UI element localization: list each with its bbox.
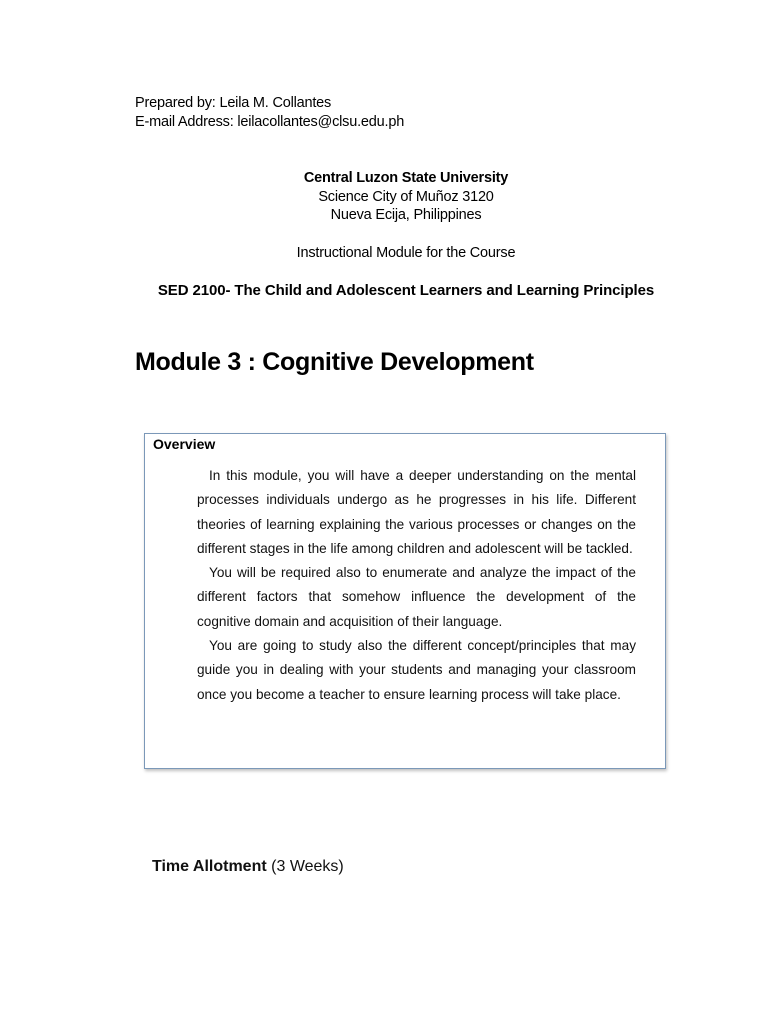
prepared-by: Prepared by: Leila M. Collantes bbox=[135, 95, 332, 111]
course-title: SED 2100- The Child and Adolescent Learners and Learning Principles bbox=[157, 282, 655, 299]
overview-paragraph: You will be required also to enumerate and analyze the impact of the different factors that somehow influence the development of the cognitive domain and acquisition of their language. bbox=[197, 565, 636, 629]
overview-body bbox=[197, 464, 636, 707]
overview-paragraph: In this module, you will have a deeper understanding on the mental processes individuals undergo as he progresses in his life. Different theories of learning explaining the various processes or changes on the different stages in the life among children and adolescent will be tackled. bbox=[197, 468, 636, 556]
overview-paragraph: You are going to study also the different concept/principles that may guide you in dealing with your students and managing your classroom once you become a teacher to ensure learning process will take place. bbox=[197, 638, 636, 702]
time-allotment-label: Time Allotment bbox=[152, 858, 267, 875]
university-name: Central Luzon State University bbox=[303, 170, 509, 186]
email-address: E-mail Address: leilacollantes@clsu.edu.ph bbox=[135, 114, 405, 130]
time-allotment-value: (3 Weeks) bbox=[271, 858, 344, 875]
time-allotment bbox=[152, 858, 344, 876]
overview-heading: Overview bbox=[153, 436, 216, 452]
university-address-line2: Nueva Ecija, Philippines bbox=[330, 207, 482, 223]
author-block bbox=[135, 94, 404, 132]
university-address-line1: Science City of Muñoz 3120 bbox=[318, 189, 494, 205]
module-title: Module 3 : Cognitive Development bbox=[135, 348, 534, 376]
course-intro: Instructional Module for the Course bbox=[296, 245, 516, 261]
